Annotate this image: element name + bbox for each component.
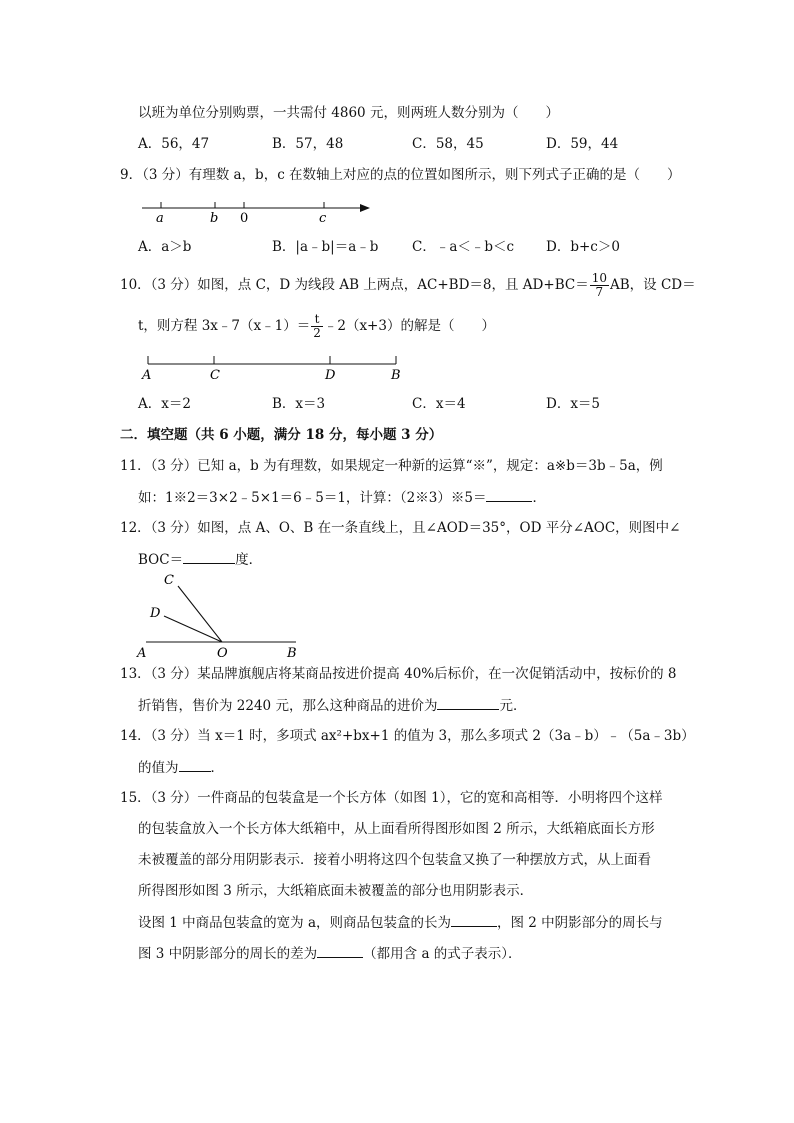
q9-label-zero: 0 xyxy=(240,211,249,226)
q15-stem-line1: 15．（3 分）一件商品的包装盒是一个长方体（如图 1），它的宽和高相等．小明将四个这样 xyxy=(120,790,663,806)
q9-stem: 9．（3 分）有理数 a，b，c 在数轴上对应的点的位置如图所示，则下列式子正确的是（ ） xyxy=(120,167,681,183)
q12-label-a: A xyxy=(137,646,147,661)
q9-choice-c: C．﹣a＜﹣b＜c xyxy=(412,239,515,255)
q15-stem-line6-a: 图 3 中阴影部分的周长的差为 xyxy=(138,946,318,962)
q10-choice-a: A．x＝2 xyxy=(138,396,191,412)
q15-stem-line6-b: （都用含 a 的式子表示）． xyxy=(363,946,522,962)
q12-stem-line2-text: BOC＝ xyxy=(138,552,184,568)
q10-label-c: C xyxy=(210,368,220,383)
q12-label-d: D xyxy=(150,606,161,621)
q14-stem-line2-text: 的值为 xyxy=(138,760,179,776)
q10-label-a: A xyxy=(142,368,152,383)
q15-stem-line5-b: ，图 2 中阴影部分的周长与 xyxy=(497,915,663,931)
q13-stem-line2 xyxy=(138,695,526,716)
q11-stem-line1: 11．（3 分）已知 a，b 为有理数，如果规定一种新的运算“※”，规定：a※b＝3b﹣5a，例 xyxy=(120,458,663,474)
q10-fraction-10-7 xyxy=(590,272,609,299)
q9-choice-a: A．a＞b xyxy=(138,239,192,255)
q9-label-b: b xyxy=(210,211,219,226)
q10-stem-line1 xyxy=(120,270,696,300)
q12-stem-line1: 12．（3 分）如图，点 A、O、B 在一条直线上，且∠AOD＝35°，OD 平分∠AOC，则图中∠ xyxy=(120,520,681,536)
q10-label-d: D xyxy=(325,368,336,383)
q15-stem-line5 xyxy=(138,912,663,933)
q8-stem-continuation: 以班为单位分别购票，一共需付 4860 元，则两班人数分别为（ ） xyxy=(138,105,559,121)
q8-choice-a: A．56，47 xyxy=(138,136,210,152)
q12-label-b: B xyxy=(287,646,297,661)
q11-answer-blank[interactable] xyxy=(486,487,532,502)
q11-stem-line2 xyxy=(138,487,546,508)
q10-fraction-den: 7 xyxy=(595,285,604,299)
q10-choice-c: C．x＝4 xyxy=(412,396,466,412)
q11-stem-line2-end: ． xyxy=(532,490,546,506)
q13-stem-line2-text: 折销售，售价为 2240 元，那么这种商品的进价为 xyxy=(138,698,438,714)
q12-label-o: O xyxy=(217,646,228,661)
q14-stem-line1: 14．（3 分）当 x＝1 时，多项式 ax²+bx+1 的值为 3，那么多项式 2（3a﹣b）﹣（5a﹣3b） xyxy=(120,728,695,744)
q10-stem-line2-post: ﹣2（x+3）的解是（ ） xyxy=(323,318,495,334)
q13-stem-line2-end: 元． xyxy=(499,698,527,714)
q15-stem-line6 xyxy=(138,943,522,964)
q9-label-a: a xyxy=(156,211,164,226)
q10-stem-line1-post: AB，设 CD＝ xyxy=(609,277,696,293)
q8-choice-d: D．59，44 xyxy=(546,136,619,152)
q10-fraction-t-num: t xyxy=(311,313,323,327)
q9-label-c: c xyxy=(319,211,327,226)
q10-fraction-t-2 xyxy=(311,313,323,340)
q12-label-c: C xyxy=(164,573,174,588)
q14-stem-line2-end: ． xyxy=(210,760,224,776)
q14-stem-line2 xyxy=(138,757,224,778)
q12-stem-line2-end: 度． xyxy=(235,552,263,568)
q10-stem-line2-pre: t，则方程 3x﹣7（x﹣1）＝ xyxy=(138,318,311,334)
q12-angle-figure xyxy=(134,570,309,662)
q10-choice-b: B．x＝3 xyxy=(272,396,326,412)
q15-stem-line2: 的包装盒放入一个长方体大纸箱中，从上面看所得图形如图 2 所示，大纸箱底面长方形 xyxy=(138,821,655,837)
q9-choice-b: B．|a﹣b|＝a﹣b xyxy=(272,239,379,255)
q15-answer-blank-2[interactable] xyxy=(317,943,363,958)
q15-answer-blank-1[interactable] xyxy=(451,912,497,927)
q10-label-b: B xyxy=(391,368,401,383)
q14-answer-blank[interactable] xyxy=(179,757,211,772)
q8-choice-b: B．57，48 xyxy=(272,136,344,152)
q10-stem-line1-pre: 10．（3 分）如图，点 C，D 为线段 AB 上两点，AC+BD＝8，且 AD+BC＝ xyxy=(120,277,589,293)
q10-segment-figure xyxy=(140,352,410,384)
q15-stem-line4: 所得图形如图 3 所示，大纸箱底面未被覆盖的部分也用阴影表示． xyxy=(138,883,534,899)
q10-fraction-t-den: 2 xyxy=(313,326,321,340)
q10-choice-d: D．x＝5 xyxy=(546,396,601,412)
q13-answer-blank[interactable] xyxy=(437,695,499,710)
q9-number-line-figure xyxy=(140,196,380,228)
q9-choice-d: D．b+c＞0 xyxy=(546,239,620,255)
q8-choice-c: C．58，45 xyxy=(412,136,484,152)
q12-stem-line2 xyxy=(138,549,262,570)
q15-stem-line3: 未被覆盖的部分用阴影表示．接着小明将这四个包装盒又换了一种摆放方式，从上面看 xyxy=(138,852,651,868)
q10-stem-line2 xyxy=(138,311,495,341)
q13-stem-line1: 13．（3 分）某品牌旗舰店将某商品按进价提高 40%后标价，在一次促销活动中，按标价的 8 xyxy=(120,666,677,682)
q12-answer-blank[interactable] xyxy=(183,549,235,564)
q10-fraction-num: 10 xyxy=(591,271,607,285)
section-2-heading: 二．填空题（共 6 小题，满分 18 分，每小题 3 分） xyxy=(120,427,443,443)
q11-stem-line2-text: 如：1※2＝3×2﹣5×1＝6﹣5＝1，计算：（2※3）※5＝ xyxy=(138,490,487,506)
q15-stem-line5-a: 设图 1 中商品包装盒的宽为 a，则商品包装盒的长为 xyxy=(138,915,452,931)
